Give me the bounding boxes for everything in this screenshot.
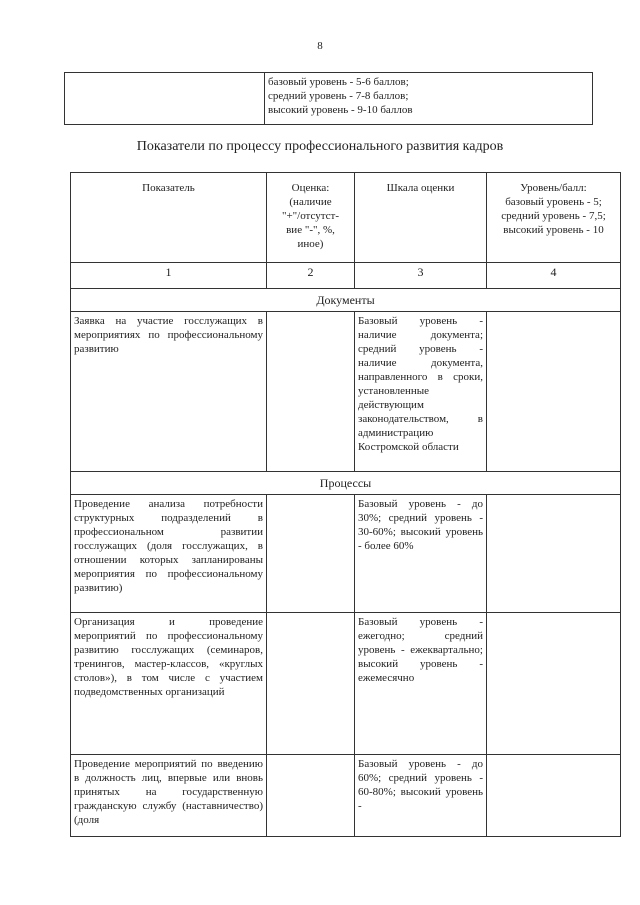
table-row <box>71 495 621 613</box>
row-indicator: Проведение анализа потребности структурных подразделений в профессиональном развитии госслужащих (доля госслужащих, в отношении которых запланированы мероприятия по профессиональному развитию) <box>71 495 267 613</box>
empty-cell <box>65 73 265 125</box>
scale-line-high: высокий уровень - 9-10 баллов <box>268 104 413 116</box>
row-assessment <box>267 495 355 613</box>
row-scale: Базовый уровень - до 30%; средний уровень - 30-60%; высокий уровень - более 60% <box>355 495 487 613</box>
header-level-line: высокий уровень - 10 <box>503 224 604 236</box>
header-assessment <box>267 173 355 263</box>
column-number: 4 <box>487 263 621 289</box>
table-row <box>71 755 621 837</box>
row-level <box>487 755 621 837</box>
header-assessment-line: иное) <box>297 238 324 250</box>
row-level <box>487 312 621 472</box>
continued-scale-table <box>64 72 593 125</box>
column-number: 3 <box>355 263 487 289</box>
header-level <box>487 173 621 263</box>
row-scale: Базовый уровень - наличие документа; средний уровень - наличие документа, направленного в сроки, установленные действующим законодательством, в администрацию Костромской области <box>355 312 487 472</box>
header-indicator: Показатель <box>71 173 267 263</box>
row-level <box>487 613 621 755</box>
column-number: 2 <box>267 263 355 289</box>
row-assessment <box>267 755 355 837</box>
scale-cell <box>265 73 593 125</box>
row-indicator: Заявка на участие госслужащих в мероприятиях по профессиональному развитию <box>71 312 267 472</box>
scale-line-base: базовый уровень - 5-6 баллов; <box>268 76 409 88</box>
table-row <box>71 613 621 755</box>
page-number: 8 <box>317 40 323 52</box>
row-indicator: Проведение мероприятий по введению в должность лиц, впервые или вновь принятых на государственную гражданскую службу (наставничество) (доля <box>71 755 267 837</box>
column-number: 1 <box>71 263 267 289</box>
header-scale: Шкала оценки <box>355 173 487 263</box>
scale-line-medium: средний уровень - 7-8 баллов; <box>268 90 409 102</box>
header-assessment-line: Оценка: <box>291 182 330 194</box>
header-level-line: Уровень/балл: <box>520 182 587 194</box>
row-indicator: Организация и проведение мероприятий по профессиональному развитию госслужащих (семинаров, тренингов, мастер-классов, «круглых столов»), в том числе с участием подведомственных организаций <box>71 613 267 755</box>
row-scale: Базовый уровень - до 60%; средний уровень - 60-80%; высокий уровень - <box>355 755 487 837</box>
header-assessment-line: вие "-", %, <box>286 224 335 236</box>
section-title: Показатели по процессу профессионального развития кадров <box>136 139 504 154</box>
section-processes: Процессы <box>71 472 621 495</box>
header-level-line: средний уровень - 7,5; <box>501 210 606 222</box>
row-assessment <box>267 312 355 472</box>
row-scale: Базовый уровень - ежегодно; средний уровень - ежеквартально; высокий уровень - ежемесячно <box>355 613 487 755</box>
section-documents: Документы <box>71 289 621 312</box>
table-row <box>71 312 621 472</box>
header-level-line: базовый уровень - 5; <box>505 196 602 208</box>
indicators-table <box>70 172 621 837</box>
row-assessment <box>267 613 355 755</box>
header-assessment-line: "+"/отсутст- <box>281 210 340 222</box>
row-level <box>487 495 621 613</box>
header-assessment-line: (наличие <box>289 196 332 208</box>
